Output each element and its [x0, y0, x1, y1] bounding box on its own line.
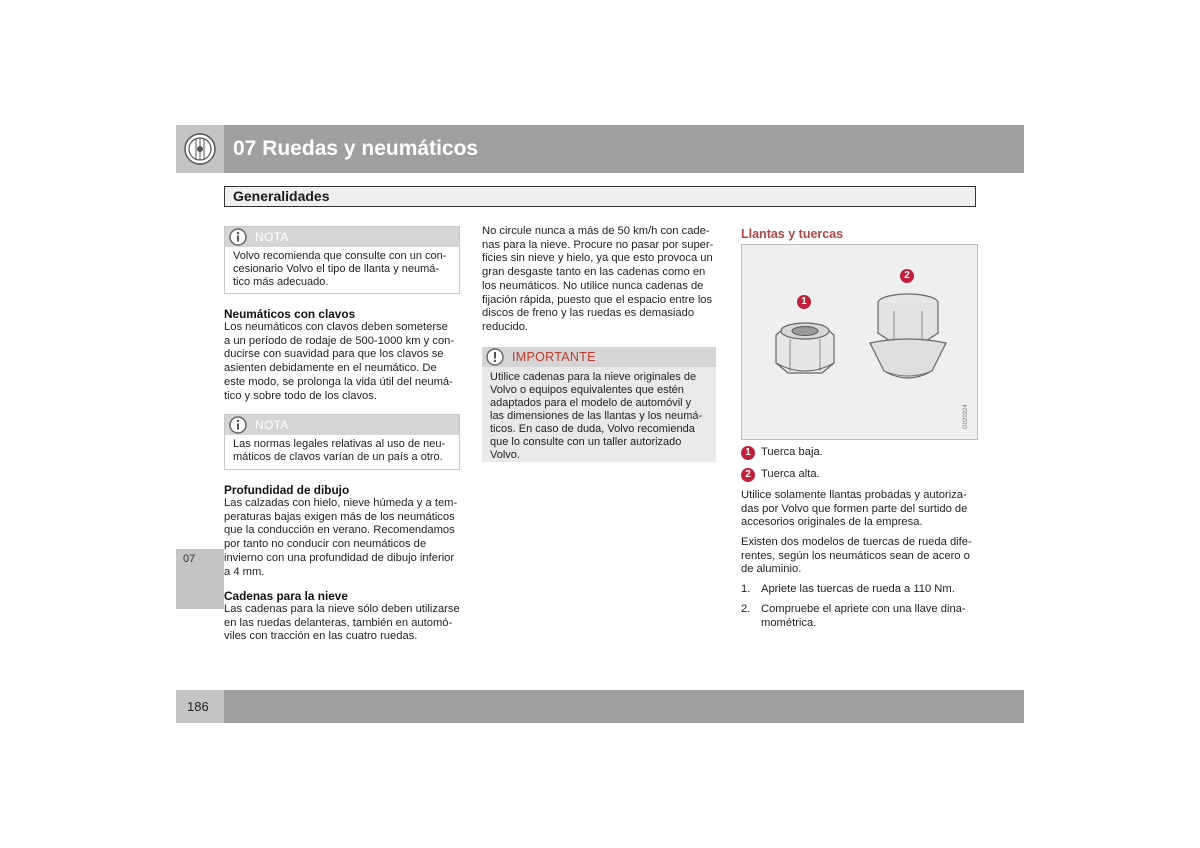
important-label: IMPORTANTE	[512, 350, 596, 364]
info-icon	[229, 416, 247, 434]
side-tab-label: 07	[183, 553, 196, 565]
wheel-nut-illustration	[742, 245, 977, 439]
note-label: NOTA	[255, 418, 289, 432]
studded-tires-text: Los neumáticos con clavos deben someterse a un período de rodaje de 500-1000 km y con- ducirse con suavidad para que los clavos se asienten debidamente en el neumático. De este modo, se prolonga la vida útil del neumá- tico y sobre todo de los clavos.	[224, 321, 455, 402]
section-bar	[224, 186, 976, 207]
tread-depth-heading: Profundidad de dibujo	[224, 483, 350, 497]
high-nut-image	[870, 294, 946, 378]
legend-text-2: Tuerca alta.	[761, 468, 820, 480]
snow-chains-heading: Cadenas para la nieve	[224, 589, 348, 603]
snow-chains-text: Las cadenas para la nieve sólo deben utilizarse en las ruedas delanteras, también en automó- viles con tracción en las cuatro ruedas.	[224, 603, 460, 643]
legend-badge-1: 1	[741, 446, 755, 460]
legend-text-1: Tuerca baja.	[761, 446, 823, 458]
step-number-1: 1.	[741, 583, 751, 595]
page-number: 186	[187, 699, 209, 714]
rims-paragraph: Utilice solamente llantas probadas y autoriza- das por Volvo que formen parte del surtido de accesorios originales de la empresa.	[741, 489, 968, 529]
step-text-2: Compruebe el apriete con una llave dina- mométrica.	[761, 603, 966, 629]
note-header	[225, 415, 459, 435]
note-header	[225, 227, 459, 247]
warning-icon	[486, 348, 504, 366]
tire-icon	[176, 125, 224, 173]
tread-depth-text: Las calzadas con hielo, nieve húmeda y a tem- peraturas bajas exigen más de los neumáticos que la conducción en verano. Recomendamos por tanto no conducir con neumáticos de invierno con una profundidad de dibujo inferior a 4 mm.	[224, 497, 458, 578]
chapter-title: 07 Ruedas y neumáticos	[233, 137, 479, 160]
note-text: Volvo recomienda que consulte con un con- cesionario Volvo el tipo de llanta y neumá- tico más adecuado.	[233, 250, 447, 288]
studded-tires-heading: Neumáticos con clavos	[224, 307, 356, 321]
step-text-1: Apriete las tuercas de rueda a 110 Nm.	[761, 583, 955, 595]
chains-speed-text: No circule nunca a más de 50 km/h con cade- nas para la nieve. Procure no pasar por super- ficies sin nieve y hielo, ya que esto provoca un gran desgaste tanto en las cadenas como en los neumáticos. No utilice nunca cadenas de fijación rápida, puesto que el espacio entre los discos de freno y las ruedas es demasiado reducido.	[482, 225, 714, 333]
step-number-2: 2.	[741, 603, 751, 615]
footer-band	[224, 690, 1024, 723]
important-text: Utilice cadenas para la nieve originales de Volvo o equipos equivalentes que estén adaptados para el modelo de automóvil y las dimensiones de las llantas y los neumá- ticos. En caso de duda, Volvo recomienda que lo consulte con un taller autorizado Volvo.	[490, 371, 703, 461]
legend-badge-2: 2	[741, 468, 755, 482]
section-title: Generalidades	[233, 188, 330, 204]
note-box-1	[224, 226, 460, 294]
callout-badge-2: 2	[900, 269, 914, 283]
important-box	[482, 347, 716, 462]
note-label: NOTA	[255, 230, 289, 244]
nut-types-paragraph: Existen dos modelos de tuercas de rueda dife- rentes, según los neumáticos sean de acero o de aluminio.	[741, 536, 972, 576]
figure-code: G020324	[963, 404, 969, 429]
low-nut-image	[776, 323, 834, 373]
wheel-nuts-figure	[741, 244, 978, 440]
callout-badge-1: 1	[797, 295, 811, 309]
note-box-2	[224, 414, 460, 470]
info-icon	[229, 228, 247, 246]
chapter-icon-box	[176, 125, 224, 173]
important-header	[482, 347, 716, 367]
note-text: Las normas legales relativas al uso de neu- máticos de clavos varían de un país a otro.	[233, 438, 446, 463]
rims-and-nuts-heading: Llantas y tuercas	[741, 227, 844, 241]
